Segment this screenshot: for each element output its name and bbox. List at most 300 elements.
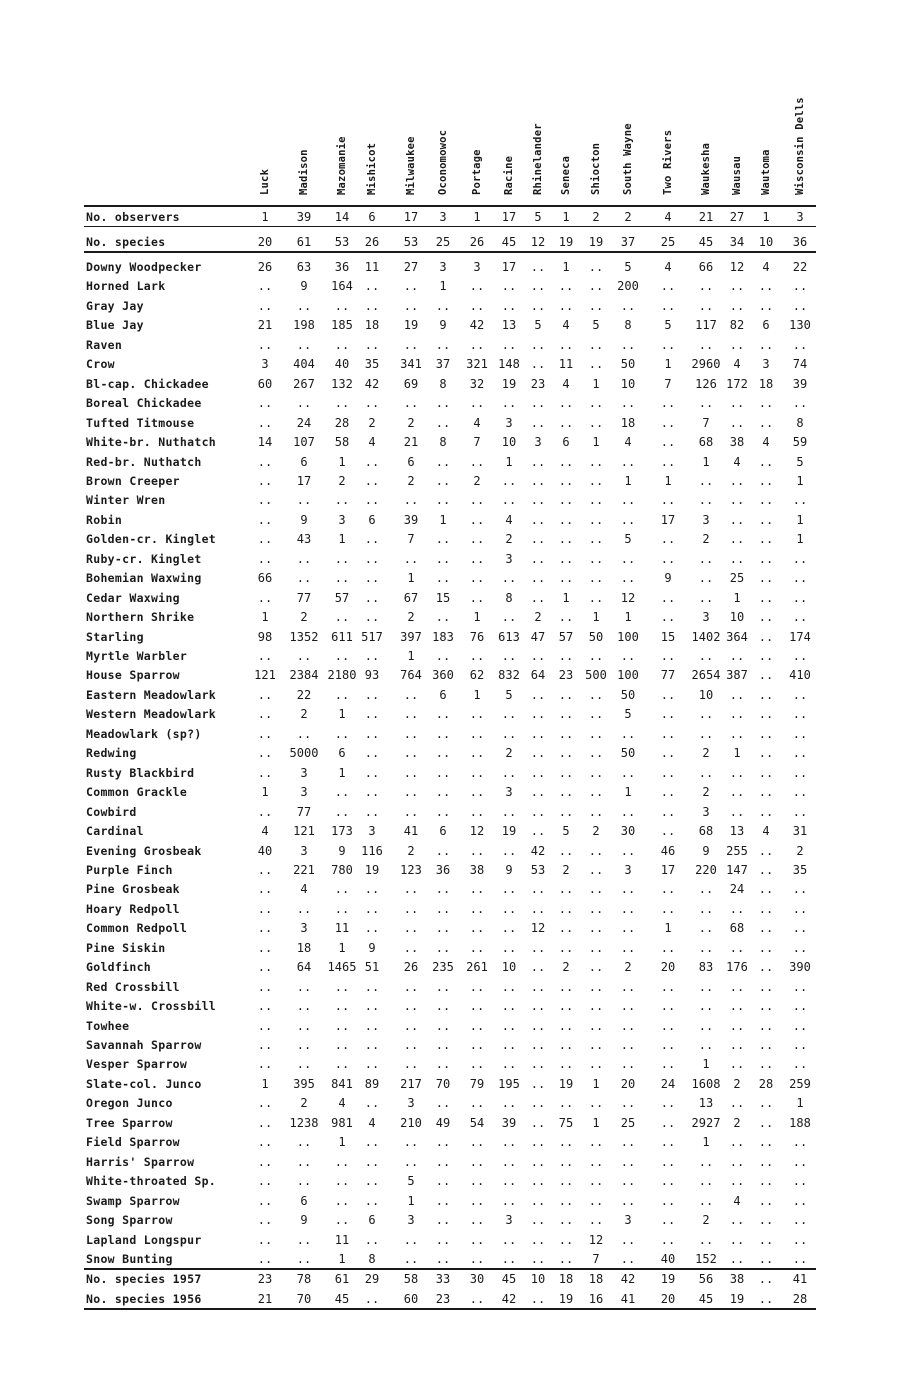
cell-milwaukee: ..: [403, 727, 419, 741]
row-label: Rusty Blackbird: [86, 766, 195, 780]
cell-wautoma: ..: [758, 591, 774, 605]
cell-oconomowoc: ..: [435, 727, 451, 741]
cell-rhinelander: ..: [530, 824, 546, 838]
cell-wisconsin-dells: ..: [792, 1038, 808, 1052]
cell-portage: 54: [469, 1116, 485, 1130]
column-header-label: Wautoma: [760, 149, 772, 195]
cell-milwaukee: 764: [400, 668, 422, 682]
cell-mishicot: ..: [364, 1194, 380, 1208]
cell-south-wayne: 100: [617, 668, 639, 682]
cell-mazomanie: 61: [334, 1272, 350, 1286]
cell-portage: ..: [469, 649, 485, 663]
cell-wautoma: ..: [758, 455, 774, 469]
cell-waukesha: 45: [698, 1292, 714, 1306]
cell-racine: 42: [501, 1292, 517, 1306]
cell-two-rivers: ..: [660, 1057, 676, 1071]
cell-rhinelander: ..: [530, 1233, 546, 1247]
cell-madison: 77: [296, 591, 312, 605]
cell-waukesha: 126: [695, 377, 717, 391]
cell-madison: ..: [296, 1252, 312, 1266]
cell-mishicot: ..: [364, 902, 380, 916]
cell-waukesha: ..: [698, 902, 714, 916]
cell-madison: 64: [296, 960, 312, 974]
cell-milwaukee: 1: [407, 1194, 415, 1208]
cell-mazomanie: 28: [334, 416, 350, 430]
cell-madison: 404: [293, 357, 315, 371]
cell-milwaukee: ..: [403, 785, 419, 799]
cell-two-rivers: 4: [664, 210, 672, 224]
cell-mishicot: 2: [368, 416, 376, 430]
cell-madison: ..: [296, 999, 312, 1013]
cell-seneca: 2: [562, 960, 570, 974]
row-label: Purple Finch: [86, 863, 173, 877]
cell-wisconsin-dells: ..: [792, 746, 808, 760]
cell-wautoma: ..: [758, 1038, 774, 1052]
cell-mazomanie: ..: [334, 299, 350, 313]
row-label: Common Redpoll: [86, 921, 188, 935]
cell-mishicot: 9: [368, 941, 376, 955]
cell-oconomowoc: 183: [432, 630, 454, 644]
cell-seneca: ..: [558, 1135, 574, 1149]
cell-luck: 1: [261, 610, 269, 624]
cell-rhinelander: ..: [530, 260, 546, 274]
column-header-label: Wausau: [731, 155, 743, 195]
cell-luck: ..: [257, 941, 273, 955]
cell-wautoma: ..: [758, 805, 774, 819]
cell-rhinelander: ..: [530, 882, 546, 896]
row-label: Gray Jay: [86, 299, 144, 313]
cell-mishicot: 93: [364, 668, 380, 682]
cell-shiocton: 1: [592, 1077, 600, 1091]
cell-racine: ..: [501, 941, 517, 955]
cell-mishicot: ..: [364, 882, 380, 896]
cell-racine: ..: [501, 299, 517, 313]
cell-mazomanie: ..: [334, 610, 350, 624]
cell-mishicot: ..: [364, 610, 380, 624]
cell-mazomanie: 58: [334, 435, 350, 449]
cell-madison: ..: [296, 571, 312, 585]
cell-luck: 20: [257, 235, 273, 249]
cell-wausau: 364: [726, 630, 748, 644]
cell-waukesha: ..: [698, 707, 714, 721]
top-rule: [84, 205, 816, 207]
cell-madison: ..: [296, 1038, 312, 1052]
cell-oconomowoc: 3: [439, 260, 447, 274]
cell-oconomowoc: ..: [435, 1038, 451, 1052]
cell-portage: ..: [469, 882, 485, 896]
cell-mishicot: 19: [364, 863, 380, 877]
cell-milwaukee: ..: [403, 941, 419, 955]
cell-seneca: ..: [558, 746, 574, 760]
cell-mazomanie: 14: [334, 210, 350, 224]
cell-two-rivers: ..: [660, 805, 676, 819]
cell-seneca: ..: [558, 552, 574, 566]
cell-south-wayne: ..: [620, 513, 636, 527]
row-label: White-w. Crossbill: [86, 999, 217, 1013]
cell-oconomowoc: ..: [435, 649, 451, 663]
cell-wausau: 4: [733, 1194, 741, 1208]
cell-wautoma: ..: [758, 668, 774, 682]
cell-mishicot: 6: [368, 513, 376, 527]
cell-oconomowoc: 37: [435, 357, 451, 371]
cell-shiocton: ..: [588, 571, 604, 585]
cell-two-rivers: ..: [660, 941, 676, 955]
cell-madison: 9: [300, 279, 308, 293]
cell-seneca: 5: [562, 824, 570, 838]
cell-milwaukee: 341: [400, 357, 422, 371]
cell-wisconsin-dells: ..: [792, 1233, 808, 1247]
cell-waukesha: 220: [695, 863, 717, 877]
cell-two-rivers: 9: [664, 571, 672, 585]
cell-wisconsin-dells: 390: [789, 960, 811, 974]
cell-milwaukee: ..: [403, 921, 419, 935]
cell-waukesha: 1: [702, 455, 710, 469]
cell-rhinelander: ..: [530, 960, 546, 974]
column-header-label: Wisconsin Dells: [794, 97, 806, 195]
cell-south-wayne: 100: [617, 630, 639, 644]
cell-two-rivers: ..: [660, 727, 676, 741]
cell-shiocton: 1: [592, 610, 600, 624]
cell-wisconsin-dells: 410: [789, 668, 811, 682]
cell-mishicot: ..: [364, 493, 380, 507]
cell-milwaukee: ..: [403, 493, 419, 507]
cell-two-rivers: ..: [660, 279, 676, 293]
cell-mishicot: 11: [364, 260, 380, 274]
cell-portage: ..: [469, 1155, 485, 1169]
cell-racine: ..: [501, 571, 517, 585]
column-header-label: Mazomanie: [336, 136, 348, 195]
cell-wisconsin-dells: ..: [792, 571, 808, 585]
cell-south-wayne: ..: [620, 882, 636, 896]
cell-seneca: 75: [558, 1116, 574, 1130]
cell-waukesha: ..: [698, 1038, 714, 1052]
cell-mazomanie: ..: [334, 1174, 350, 1188]
column-header-label: Luck: [259, 168, 271, 195]
cell-waukesha: ..: [698, 1194, 714, 1208]
cell-milwaukee: ..: [403, 1135, 419, 1149]
cell-wausau: ..: [729, 805, 745, 819]
cell-seneca: ..: [558, 455, 574, 469]
row-label: Field Sparrow: [86, 1135, 180, 1149]
cell-mishicot: ..: [364, 571, 380, 585]
cell-wautoma: ..: [758, 1194, 774, 1208]
cell-oconomowoc: ..: [435, 1233, 451, 1247]
cell-racine: ..: [501, 493, 517, 507]
cell-shiocton: ..: [588, 474, 604, 488]
cell-south-wayne: 5: [624, 707, 632, 721]
cell-mishicot: 116: [361, 844, 383, 858]
cell-milwaukee: ..: [403, 688, 419, 702]
cell-seneca: 57: [558, 630, 574, 644]
cell-racine: ..: [501, 1096, 517, 1110]
cell-milwaukee: ..: [403, 299, 419, 313]
cell-two-rivers: ..: [660, 1116, 676, 1130]
cell-mazomanie: 11: [334, 1233, 350, 1247]
cell-seneca: ..: [558, 688, 574, 702]
cell-racine: ..: [501, 1038, 517, 1052]
cell-wisconsin-dells: ..: [792, 610, 808, 624]
cell-seneca: ..: [558, 416, 574, 430]
cell-mishicot: ..: [364, 1019, 380, 1033]
cell-wautoma: ..: [758, 610, 774, 624]
cell-rhinelander: ..: [530, 746, 546, 760]
cell-two-rivers: ..: [660, 882, 676, 896]
cell-racine: 4: [505, 513, 513, 527]
cell-wausau: ..: [729, 649, 745, 663]
cell-seneca: ..: [558, 921, 574, 935]
cell-waukesha: ..: [698, 279, 714, 293]
cell-south-wayne: ..: [620, 902, 636, 916]
cell-luck: 40: [257, 844, 273, 858]
cell-portage: ..: [469, 844, 485, 858]
cell-wautoma: ..: [758, 882, 774, 896]
cell-luck: ..: [257, 863, 273, 877]
cell-mazomanie: 6: [338, 746, 346, 760]
cell-waukesha: 2: [702, 785, 710, 799]
cell-madison: ..: [296, 299, 312, 313]
cell-wisconsin-dells: ..: [792, 941, 808, 955]
cell-wausau: 255: [726, 844, 748, 858]
cell-rhinelander: ..: [530, 591, 546, 605]
cell-milwaukee: 3: [407, 1213, 415, 1227]
cell-oconomowoc: 235: [432, 960, 454, 974]
cell-luck: 1: [261, 210, 269, 224]
cell-mishicot: 517: [361, 630, 383, 644]
cell-rhinelander: ..: [530, 902, 546, 916]
cell-luck: ..: [257, 1194, 273, 1208]
cell-milwaukee: 26: [403, 960, 419, 974]
cell-wautoma: ..: [758, 688, 774, 702]
bottom-rule: [84, 1308, 816, 1310]
cell-mishicot: 3: [368, 824, 376, 838]
cell-wausau: ..: [729, 902, 745, 916]
cell-racine: ..: [501, 766, 517, 780]
cell-mazomanie: 1: [338, 455, 346, 469]
cell-wisconsin-dells: 259: [789, 1077, 811, 1091]
column-header-label: Waukesha: [700, 142, 712, 195]
cell-two-rivers: ..: [660, 1155, 676, 1169]
cell-wautoma: ..: [758, 727, 774, 741]
cell-mazomanie: ..: [334, 552, 350, 566]
cell-milwaukee: 123: [400, 863, 422, 877]
cell-racine: ..: [501, 1174, 517, 1188]
cell-two-rivers: ..: [660, 688, 676, 702]
cell-waukesha: ..: [698, 396, 714, 410]
cell-waukesha: ..: [698, 474, 714, 488]
cell-south-wayne: ..: [620, 921, 636, 935]
cell-south-wayne: 50: [620, 688, 636, 702]
cell-oconomowoc: ..: [435, 610, 451, 624]
cell-luck: ..: [257, 649, 273, 663]
cell-madison: 18: [296, 941, 312, 955]
cell-portage: 42: [469, 318, 485, 332]
cell-two-rivers: ..: [660, 1174, 676, 1188]
cell-mazomanie: ..: [334, 882, 350, 896]
cell-racine: 8: [505, 591, 513, 605]
cell-luck: ..: [257, 999, 273, 1013]
cell-two-rivers: ..: [660, 552, 676, 566]
cell-rhinelander: ..: [530, 532, 546, 546]
cell-seneca: ..: [558, 338, 574, 352]
cell-wautoma: 4: [762, 435, 770, 449]
cell-two-rivers: ..: [660, 1038, 676, 1052]
cell-shiocton: ..: [588, 960, 604, 974]
cell-mazomanie: 11: [334, 921, 350, 935]
cell-rhinelander: 3: [534, 435, 542, 449]
row-label: House Sparrow: [86, 668, 180, 682]
cell-south-wayne: 30: [620, 824, 636, 838]
cell-wautoma: ..: [758, 474, 774, 488]
cell-racine: 39: [501, 1116, 517, 1130]
cell-racine: 3: [505, 785, 513, 799]
cell-south-wayne: ..: [620, 1155, 636, 1169]
column-header-label: Mishicot: [366, 142, 378, 195]
cell-mazomanie: ..: [334, 1038, 350, 1052]
row-label: Bl-cap. Chickadee: [86, 377, 209, 391]
cell-waukesha: 9: [702, 844, 710, 858]
cell-wausau: ..: [729, 474, 745, 488]
cell-mishicot: 89: [364, 1077, 380, 1091]
cell-luck: ..: [257, 513, 273, 527]
cell-rhinelander: ..: [530, 1213, 546, 1227]
cell-south-wayne: ..: [620, 980, 636, 994]
cell-waukesha: ..: [698, 571, 714, 585]
cell-south-wayne: 1: [624, 610, 632, 624]
cell-oconomowoc: ..: [435, 1096, 451, 1110]
cell-wisconsin-dells: ..: [792, 980, 808, 994]
cell-madison: 6: [300, 455, 308, 469]
cell-wautoma: ..: [758, 1233, 774, 1247]
cell-wausau: 176: [726, 960, 748, 974]
cell-wausau: ..: [729, 941, 745, 955]
cell-wisconsin-dells: 5: [796, 455, 804, 469]
cell-two-rivers: ..: [660, 999, 676, 1013]
cell-wautoma: 18: [758, 377, 774, 391]
cell-portage: ..: [469, 493, 485, 507]
cell-portage: ..: [469, 552, 485, 566]
cell-milwaukee: ..: [403, 1233, 419, 1247]
cell-mazomanie: 1465: [327, 960, 357, 974]
cell-portage: 26: [469, 235, 485, 249]
cell-shiocton: ..: [588, 746, 604, 760]
cell-shiocton: 1: [592, 377, 600, 391]
cell-shiocton: ..: [588, 416, 604, 430]
cell-madison: 17: [296, 474, 312, 488]
cell-wisconsin-dells: ..: [792, 1135, 808, 1149]
cell-luck: 1: [261, 785, 269, 799]
cell-wisconsin-dells: ..: [792, 902, 808, 916]
cell-milwaukee: ..: [403, 746, 419, 760]
cell-wisconsin-dells: ..: [792, 766, 808, 780]
cell-madison: ..: [296, 649, 312, 663]
cell-racine: ..: [501, 1057, 517, 1071]
cell-racine: ..: [501, 1233, 517, 1247]
cell-portage: ..: [469, 1233, 485, 1247]
cell-wausau: 27: [729, 210, 745, 224]
cell-oconomowoc: ..: [435, 1019, 451, 1033]
cell-luck: 98: [257, 630, 273, 644]
cell-seneca: ..: [558, 882, 574, 896]
cell-luck: ..: [257, 727, 273, 741]
cell-madison: 9: [300, 513, 308, 527]
cell-mishicot: ..: [364, 921, 380, 935]
cell-oconomowoc: ..: [435, 746, 451, 760]
cell-waukesha: 13: [698, 1096, 714, 1110]
cell-waukesha: ..: [698, 1233, 714, 1247]
cell-wausau: ..: [729, 493, 745, 507]
cell-seneca: 6: [562, 435, 570, 449]
species-rule: [84, 251, 816, 253]
cell-wausau: 2: [733, 1077, 741, 1091]
cell-wausau: ..: [729, 688, 745, 702]
cell-wautoma: ..: [758, 1135, 774, 1149]
cell-racine: 19: [501, 824, 517, 838]
cell-seneca: 18: [558, 1272, 574, 1286]
cell-south-wayne: 2: [624, 210, 632, 224]
cell-wausau: 1: [733, 591, 741, 605]
cell-mazomanie: ..: [334, 1019, 350, 1033]
cell-mazomanie: ..: [334, 1213, 350, 1227]
row-label: Song Sparrow: [86, 1213, 173, 1227]
cell-mazomanie: 981: [331, 1116, 353, 1130]
cell-oconomowoc: ..: [435, 396, 451, 410]
cell-portage: 30: [469, 1272, 485, 1286]
cell-portage: ..: [469, 746, 485, 760]
cell-waukesha: 2: [702, 532, 710, 546]
cell-milwaukee: 21: [403, 435, 419, 449]
cell-rhinelander: ..: [530, 416, 546, 430]
cell-seneca: 2: [562, 863, 570, 877]
cell-mazomanie: ..: [334, 1155, 350, 1169]
cell-waukesha: ..: [698, 591, 714, 605]
cell-seneca: ..: [558, 493, 574, 507]
cell-shiocton: ..: [588, 1096, 604, 1110]
cell-seneca: ..: [558, 1213, 574, 1227]
cell-wisconsin-dells: ..: [792, 1057, 808, 1071]
cell-milwaukee: 210: [400, 1116, 422, 1130]
cell-luck: ..: [257, 1135, 273, 1149]
cell-rhinelander: ..: [530, 513, 546, 527]
cell-mishicot: ..: [364, 279, 380, 293]
cell-oconomowoc: ..: [435, 338, 451, 352]
cell-madison: 63: [296, 260, 312, 274]
cell-rhinelander: 42: [530, 844, 546, 858]
cell-mishicot: ..: [364, 552, 380, 566]
cell-mazomanie: 1: [338, 532, 346, 546]
cell-two-rivers: ..: [660, 416, 676, 430]
cell-waukesha: ..: [698, 882, 714, 896]
cell-two-rivers: 40: [660, 1252, 676, 1266]
cell-waukesha: ..: [698, 299, 714, 313]
cell-milwaukee: 1: [407, 649, 415, 663]
cell-luck: ..: [257, 396, 273, 410]
cell-rhinelander: ..: [530, 455, 546, 469]
cell-rhinelander: ..: [530, 980, 546, 994]
cell-south-wayne: 8: [624, 318, 632, 332]
cell-wausau: ..: [729, 785, 745, 799]
cell-two-rivers: 7: [664, 377, 672, 391]
cell-shiocton: 500: [585, 668, 607, 682]
cell-mazomanie: ..: [334, 688, 350, 702]
cell-madison: 3: [300, 844, 308, 858]
cell-south-wayne: ..: [620, 299, 636, 313]
row-label: White-throated Sp.: [86, 1174, 217, 1188]
cell-wisconsin-dells: ..: [792, 707, 808, 721]
cell-wisconsin-dells: 2: [796, 844, 804, 858]
cell-seneca: ..: [558, 902, 574, 916]
cell-oconomowoc: ..: [435, 1252, 451, 1266]
cell-shiocton: ..: [588, 863, 604, 877]
